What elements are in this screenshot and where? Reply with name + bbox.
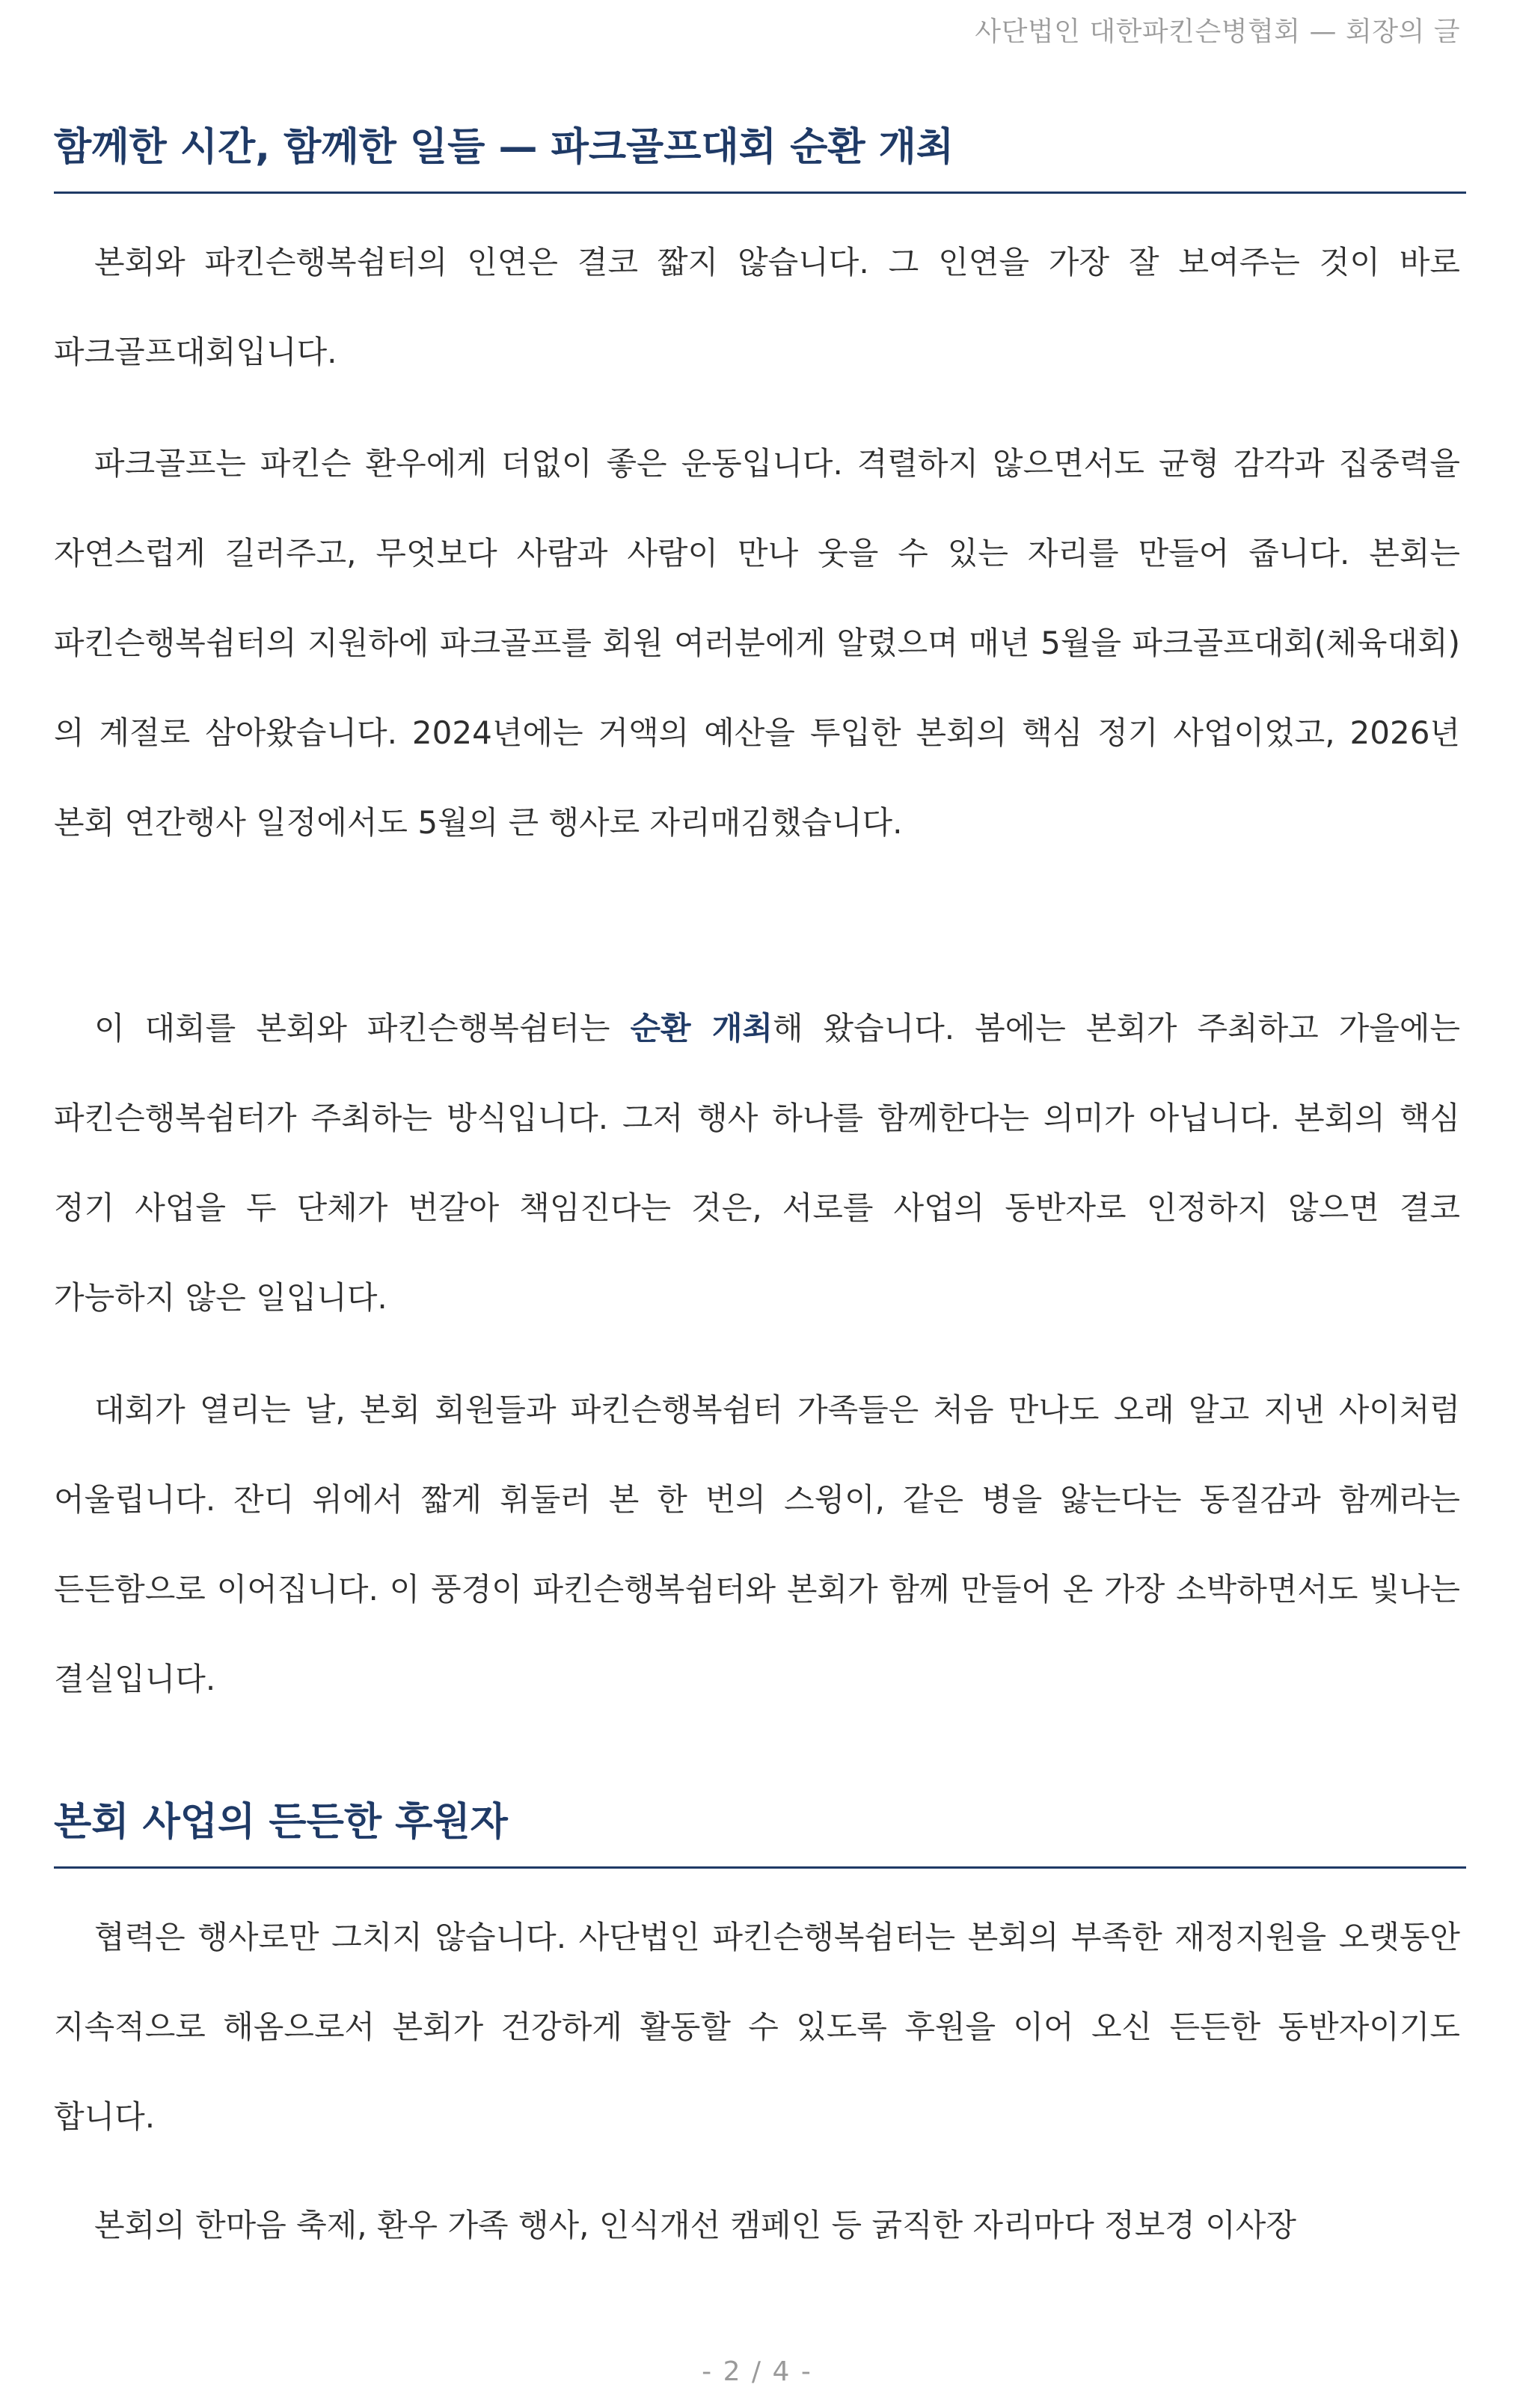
rotation-text-before: 이 대회를 본회와 파킨슨행복쉼터는	[94, 1010, 631, 1047]
paragraph-events-list: 본회의 한마음 축제, 환우 가족 행사, 인식개선 캠페인 등 굵직한 자리마다 정보경 이사장	[94, 2207, 1296, 2243]
section-heading-sponsor: 본회 사업의 든든한 후원자	[54, 1799, 1466, 1869]
paragraph-intro: 본회와 파킨슨행복쉼터의 인연은 결코 짧지 않습니다. 그 인연을 가장 잘 보여주는 것이 바로 파크골프대회입니다.	[54, 244, 1460, 370]
rotation-text-after: 해 왔습니다. 봄에는 본회가 주최하고 가을에는 파킨슨행복쉼터가 주최하는 방식입니다. 그저 행사 하나를 함께한다는 의미가 아닙니다. 본회의 핵심 정기 사업을 두 단체가 번갈아 책임진다는 것은, 서로를 사업의 동반자로 인정하지 않으면 결코 가능하지 않은 일입니다.	[54, 1010, 1460, 1316]
paragraph-sponsor-support: 협력은 행사로만 그치지 않습니다. 사단법인 파킨슨행복쉼터는 본회의 부족한 재정지원을 오랫동안 지속적으로 해옴으로서 본회가 건강하게 활동할 수 있도록 후원을 이어 오신 든든한 동반자이기도 합니다.	[54, 1919, 1460, 2135]
page-number: - 2 / 4 -	[702, 2356, 812, 2387]
paragraph-event-day: 대회가 열리는 날, 본회 회원들과 파킨슨행복쉼터 가족들은 처음 만나도 오래 알고 지낸 사이처럼 어울립니다. 잔디 위에서 짧게 휘둘러 본 한 번의 스윙이, 같은 병을 앓는다는 동질감과 함께라는 든든함으로 이어집니다. 이 풍경이 파킨슨행복쉼터와 본회가 함께 만들어 온 가장 소박하면서도 빛나는 결실입니다.	[54, 1391, 1460, 1697]
section-heading-park-golf: 함께한 시간, 함께한 일들 — 파크골프대회 순환 개최	[54, 124, 1466, 194]
running-header: 사단법인 대한파킨슨병협회 — 회장의 글	[975, 16, 1460, 47]
paragraph-park-golf-benefits: 파크골프는 파킨슨 환우에게 더없이 좋은 운동입니다. 격렬하지 않으면서도 균형 감각과 집중력을 자연스럽게 길러주고, 무엇보다 사람과 사람이 만나 웃을 수 있는 자리를 만들어 줍니다. 본회는 파킨슨행복쉼터의 지원하에 파크골프를 회원 여러분에게 알렸으며 매년 5월을 파크골프대회(체육대회)의 계절로 삼아왔습니다. 2024년에는 거액의 예산을 투입한 본회의 핵심 정기 사업이었고, 2026년 본회 연간행사 일정에서도 5월의 큰 행사로 자리매김했습니다.	[54, 445, 1460, 841]
paragraph-rotation-hosting	[54, 984, 1460, 1343]
rotation-emphasis: 순환 개최	[630, 1010, 773, 1047]
